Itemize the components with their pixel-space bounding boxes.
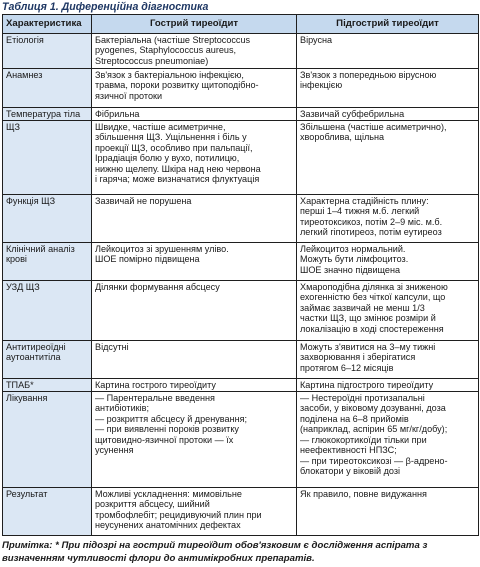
- subacute-cell: Зв'язок з попередньою вірусною інфекцією: [297, 69, 479, 108]
- acute-cell: Картина гострого тиреоїдиту: [92, 379, 297, 392]
- header-acute-thyroiditis: Гострий тиреоїдит: [92, 15, 297, 34]
- header-subacute-thyroiditis: Підгострий тиреоїдит: [297, 15, 479, 34]
- header-characteristic: Характеристика: [3, 15, 92, 34]
- subacute-cell: Картина підгострого тиреоїдиту: [297, 379, 479, 392]
- subacute-cell: Зазвичай субфебрильна: [297, 108, 479, 121]
- subacute-cell: Вірусна: [297, 34, 479, 69]
- table-row: [3, 243, 479, 281]
- acute-cell: Відсутні: [92, 341, 297, 379]
- subacute-cell: Збільшена (частіше асиметрично), хвороблива, щільна: [297, 121, 479, 195]
- row-label: Антитиреоїдні аутоантитіла: [3, 341, 92, 379]
- acute-cell: — Парентеральне введення антибіотиків; — розкриття абсцесу й дренування; — при виявленні пороків розвитку щитовидно-язичної протоки — їх усунення: [92, 392, 297, 488]
- table-row: [3, 488, 479, 536]
- subacute-cell: Характерна стадійність плину: перші 1–4 тижня м.б. легкий тиреотоксикоз, потім 2–9 міс. м.б. легкий гіпотиреоз, потім еутиреоз: [297, 195, 479, 243]
- row-label: Температура тіла: [3, 108, 92, 121]
- table-row: [3, 341, 479, 379]
- table-row: [3, 379, 479, 392]
- row-label: Функція ЩЗ: [3, 195, 92, 243]
- row-label: Анамнез: [3, 69, 92, 108]
- row-label: Результат: [3, 488, 92, 536]
- acute-cell: Бактеріальна (частіше Streptococcus pyogenes, Staphylococcus aureus, Streptococcus pneumoniae): [92, 34, 297, 69]
- table-row: [3, 108, 479, 121]
- header-row: [3, 15, 479, 34]
- differential-diagnosis-table: [2, 14, 479, 536]
- subacute-cell: — Нестероїдні протизапальні засоби, у віковому дозуванні, доза поділена на 6–8 прийомів (наприклад, аспірин 65 мг/кг/добу); — глюкокортикоїди тільки при неефективності НПЗС; — при тиреотоксикозі — β-адрено- блокатори у віковій дозі: [297, 392, 479, 488]
- subacute-cell: Хмароподібна ділянка зі зниженою ехогенністю без чіткої капсули, що займає зазвичай не менш 1/3 частки ЩЗ, що змінює розміри й локалізацію в ході спостереження: [297, 281, 479, 341]
- row-label: ТПАБ*: [3, 379, 92, 392]
- row-label: Клінічний аналіз крові: [3, 243, 92, 281]
- row-label: ЩЗ: [3, 121, 92, 195]
- acute-cell: Лейкоцитоз зі зрушенням уліво. ШОЕ помірно підвищена: [92, 243, 297, 281]
- acute-cell: Швидке, частіше асиметричне, збільшення ЩЗ. Ущільнення і біль у проекції ЩЗ, особливо при пальпації, Іррадіація болю у вухо, потилицю, нижню щелепу. Шкіра над нею червона і гаряча; може визначатися флуктуація: [92, 121, 297, 195]
- acute-cell: Зв'язок з бактеріальною інфекцією, травма, пороки розвитку щитоподібно- язичної протоки: [92, 69, 297, 108]
- subacute-cell: Можуть з'явитися на 3–му тижні захворювання і зберігатися протягом 6–12 місяців: [297, 341, 479, 379]
- table-row: [3, 69, 479, 108]
- subacute-cell: Лейкоцитоз нормальний. Можуть бути лімфоцитоз. ШОЕ значно підвищена: [297, 243, 479, 281]
- table-footnote: Примітка: * При підозрі на гострий тиреоїдит обов'язковим є дослідження аспірата з визначенням чутливості флори до антимікробних препаратів.: [2, 540, 428, 564]
- subacute-cell: Як правило, повне видужання: [297, 488, 479, 536]
- table-row: [3, 195, 479, 243]
- table-row: [3, 34, 479, 69]
- table-row: [3, 121, 479, 195]
- row-label: Етіологія: [3, 34, 92, 69]
- acute-cell: Можливі ускладнення: мимовільне розкриття абсцесу, шийний тромбофлебіт; рецидивуючий плин при неусунених анатомічних дефектах: [92, 488, 297, 536]
- acute-cell: Фібрильна: [92, 108, 297, 121]
- acute-cell: Ділянки формування абсцесу: [92, 281, 297, 341]
- table-row: [3, 392, 479, 488]
- row-label: Лікування: [3, 392, 92, 488]
- table-row: [3, 281, 479, 341]
- table-caption: Таблиця 1. Диференційна діагностика: [2, 1, 209, 13]
- row-label: УЗД ЩЗ: [3, 281, 92, 341]
- acute-cell: Зазвичай не порушена: [92, 195, 297, 243]
